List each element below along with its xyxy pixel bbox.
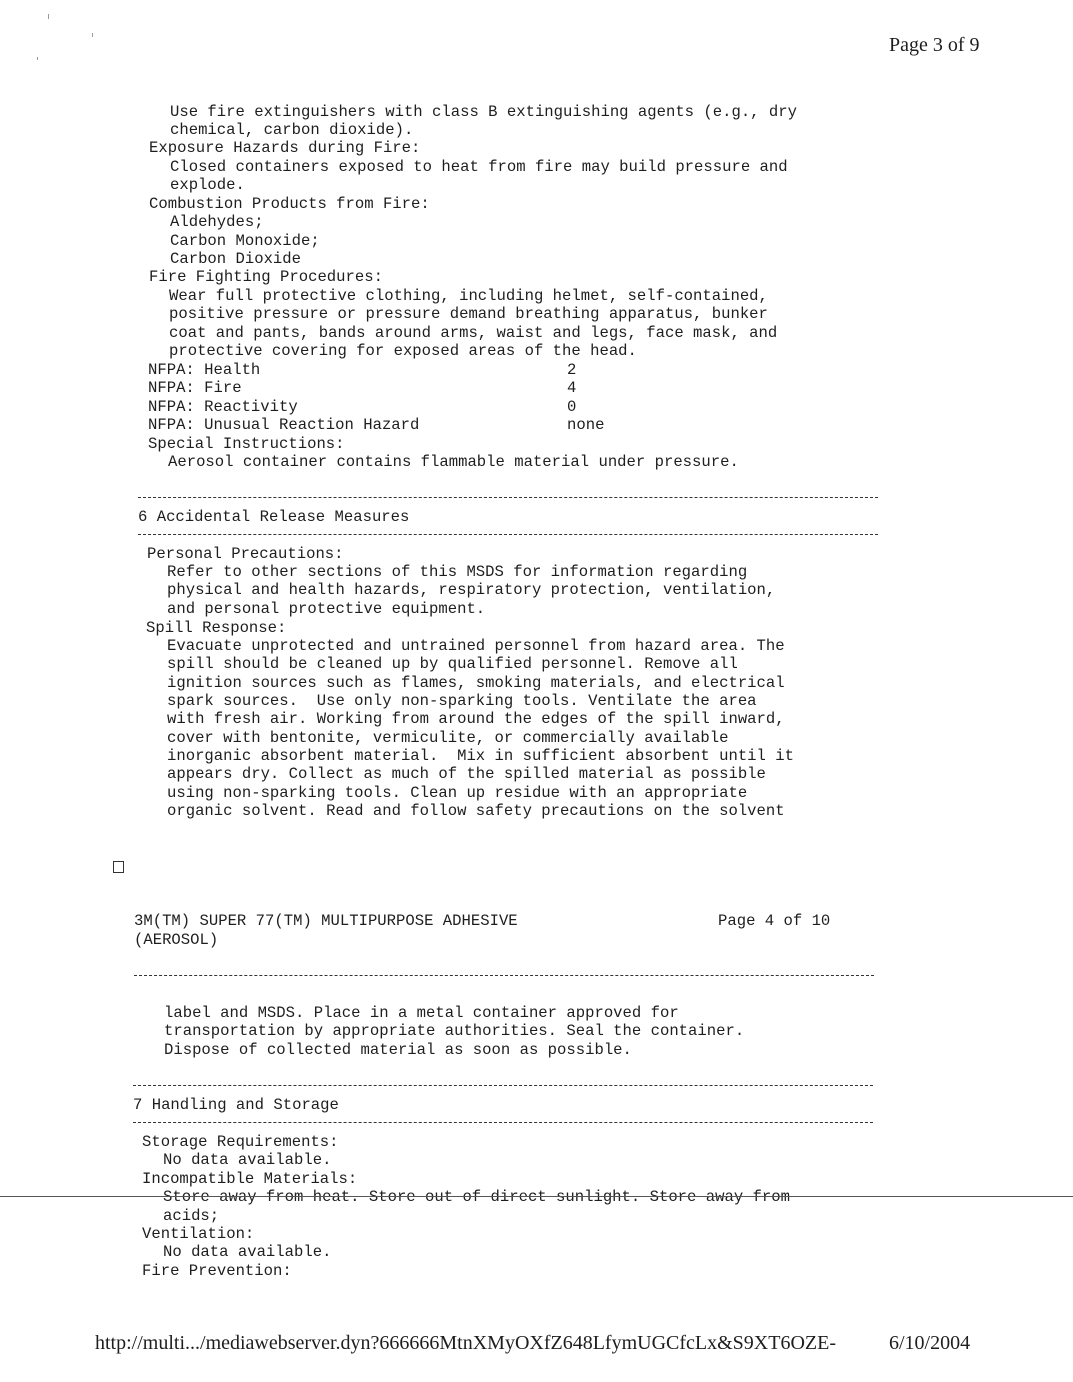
nfpa-reactivity-label: NFPA: Reactivity <box>148 398 298 416</box>
extinguish-text-line: chemical, carbon dioxide). <box>170 121 414 139</box>
exposure-heading: Exposure Hazards during Fire: <box>149 139 421 157</box>
scan-speck <box>48 14 49 19</box>
spill-response-line: cover with bentonite, vermiculite, or commercially available <box>167 729 729 747</box>
firefighting-text-line: Wear full protective clothing, including helmet, self-contained, <box>169 287 768 305</box>
ventilation-heading: Ventilation: <box>142 1225 255 1243</box>
firefighting-text-line: positive pressure or pressure demand breathing apparatus, bunker <box>169 305 768 323</box>
section-divider <box>134 975 874 976</box>
combustion-heading: Combustion Products from Fire: <box>149 195 430 213</box>
ventilation-text: No data available. <box>163 1243 332 1261</box>
continued-line: label and MSDS. Place in a metal container approved for <box>164 1004 679 1022</box>
spill-response-line: Evacuate unprotected and untrained personnel from hazard area. The <box>167 637 785 655</box>
storage-requirements-heading: Storage Requirements: <box>142 1133 339 1151</box>
personal-precautions-heading: Personal Precautions: <box>147 545 344 563</box>
spill-response-line: ignition sources such as flames, smoking materials, and electrical <box>167 674 785 692</box>
checkbox-icon <box>113 861 124 873</box>
spill-response-heading: Spill Response: <box>146 619 287 637</box>
incompatible-materials-line: Store away from heat. Store out of direct sunlight. Store away from <box>163 1188 790 1206</box>
section-divider <box>138 497 878 498</box>
nfpa-health-label: NFPA: Health <box>148 361 261 379</box>
combustion-item: Aldehydes; <box>170 213 264 231</box>
spill-response-line: spill should be cleaned up by qualified personnel. Remove all <box>167 655 738 673</box>
continued-line: transportation by appropriate authorities. Seal the container. <box>164 1022 745 1040</box>
firefighting-heading: Fire Fighting Procedures: <box>149 268 383 286</box>
combustion-item: Carbon Monoxide; <box>170 232 320 250</box>
nfpa-fire-value: 4 <box>567 379 577 397</box>
scan-speck <box>92 33 93 37</box>
firefighting-text-line: protective covering for exposed areas of the head. <box>169 342 637 360</box>
nfpa-fire-label: NFPA: Fire <box>148 379 242 397</box>
footer-url: http://multi.../mediawebserver.dyn?666666MtnXMyOXfZ648LfymUGCfcLx&S9XT6OZE- <box>95 1332 837 1354</box>
special-instructions-heading: Special Instructions: <box>148 435 345 453</box>
section-divider <box>133 1085 873 1086</box>
nfpa-health-value: 2 <box>567 361 577 379</box>
nfpa-unusual-label: NFPA: Unusual Reaction Hazard <box>148 416 420 434</box>
product-name-line: (AEROSOL) <box>134 931 219 949</box>
exposure-text-line: explode. <box>170 176 245 194</box>
spill-response-line: appears dry. Collect as much of the spilled material as possible <box>167 765 766 783</box>
nfpa-reactivity-value: 0 <box>567 398 577 416</box>
spill-response-line: using non-sparking tools. Clean up residue with an appropriate <box>167 784 748 802</box>
spill-response-line: organic solvent. Read and follow safety precautions on the solvent <box>167 802 785 820</box>
page-reference: Page 4 of 10 <box>718 912 831 930</box>
continued-line: Dispose of collected material as soon as possible. <box>164 1041 632 1059</box>
product-name-line: 3M(TM) SUPER 77(TM) MULTIPURPOSE ADHESIVE <box>134 912 518 930</box>
section-divider <box>138 534 878 535</box>
section-7-title: 7 Handling and Storage <box>133 1096 339 1114</box>
spill-response-line: spark sources. Use only non-sparking tools. Ventilate the area <box>167 692 757 710</box>
extinguish-text-line: Use fire extinguishers with class B extinguishing agents (e.g., dry <box>170 103 797 121</box>
scan-line-artifact <box>0 1196 1073 1197</box>
footer-date: 6/10/2004 <box>889 1332 971 1354</box>
storage-requirements-text: No data available. <box>163 1151 332 1169</box>
section-divider <box>133 1122 873 1123</box>
incompatible-materials-heading: Incompatible Materials: <box>142 1170 358 1188</box>
personal-precautions-line: physical and health hazards, respiratory protection, ventilation, <box>167 581 776 599</box>
combustion-item: Carbon Dioxide <box>170 250 302 268</box>
scan-speck <box>37 57 38 60</box>
spill-response-line: with fresh air. Working from around the edges of the spill inward, <box>167 710 785 728</box>
incompatible-materials-line: acids; <box>163 1207 220 1225</box>
fire-prevention-heading: Fire Prevention: <box>142 1262 292 1280</box>
personal-precautions-line: and personal protective equipment. <box>167 600 486 618</box>
exposure-text-line: Closed containers exposed to heat from fire may build pressure and <box>170 158 788 176</box>
firefighting-text-line: coat and pants, bands around arms, waist and legs, face mask, and <box>169 324 778 342</box>
personal-precautions-line: Refer to other sections of this MSDS for information regarding <box>167 563 748 581</box>
special-instructions-text: Aerosol container contains flammable material under pressure. <box>168 453 739 471</box>
section-6-title: 6 Accidental Release Measures <box>138 508 410 526</box>
spill-response-line: inorganic absorbent material. Mix in sufficient absorbent until it <box>167 747 794 765</box>
nfpa-unusual-value: none <box>567 416 605 434</box>
page-number: Page 3 of 9 <box>889 34 980 56</box>
